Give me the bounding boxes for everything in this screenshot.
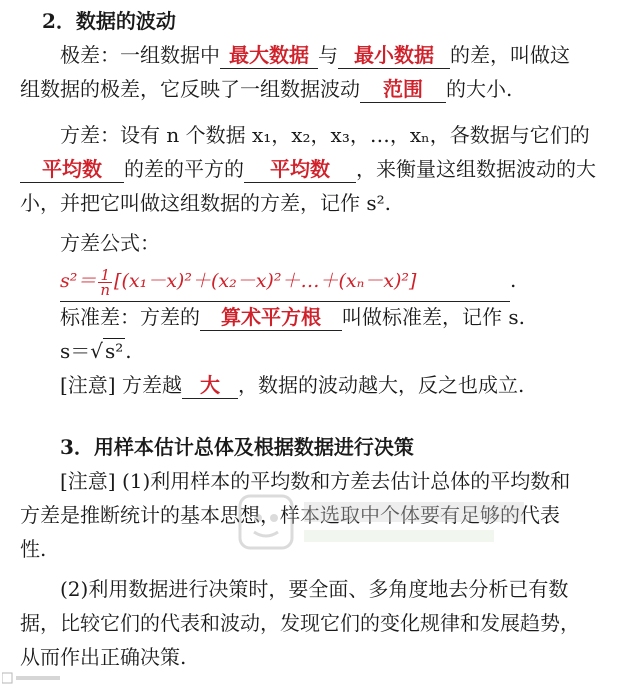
- range-line2-suffix: 的大小.: [446, 77, 513, 101]
- range-prefix: 极差：一组数据中: [60, 43, 220, 67]
- note1-line-3: 性.: [20, 537, 47, 561]
- note2-line-2: 据，比较它们的代表和波动，发现它们的变化规律和发展趋势，: [20, 611, 580, 635]
- variance-line-3: 小，并把它叫做这组数据的方差，记作 s².: [20, 191, 391, 215]
- range-line-2: [20, 72, 626, 106]
- note1-line-1: [注意] (1)利用样本的平均数和方差去估计总体的平均数和: [60, 469, 571, 493]
- fraction-numerator: 1: [98, 268, 112, 283]
- fraction-denominator: n: [100, 280, 111, 299]
- spacer: [20, 402, 626, 430]
- range-line-1: [20, 38, 626, 72]
- std-def-lhs: s＝: [60, 339, 91, 363]
- formula-fraction: [98, 265, 112, 299]
- note-suffix: ，数据的波动越大，反之也成立.: [237, 373, 525, 397]
- blank-max-data: 最大数据: [220, 42, 318, 69]
- variance-mid: 的差的平方的: [124, 157, 244, 181]
- spacer: [20, 106, 626, 118]
- std-prefix: 标准差：方差的: [60, 305, 200, 329]
- blank-large: 大: [182, 372, 238, 399]
- section2-title: 2．数据的波动: [42, 9, 176, 33]
- blank-mean-2: 平均数: [244, 156, 356, 183]
- variance-formula: [60, 261, 510, 302]
- corner-watermark-icon: [2, 671, 62, 685]
- std-def-end: .: [125, 339, 132, 363]
- variance-formula-line: [20, 260, 626, 300]
- formula-end: .: [510, 268, 517, 292]
- formula-label: 方差公式：: [60, 231, 160, 255]
- formula-rhs: [(x₁－x)²＋(x₂－x)²＋…＋(xₙ－x)²]: [114, 270, 417, 292]
- blank-range: 范围: [360, 76, 446, 103]
- std-line-1: [20, 300, 626, 334]
- sqrt-radicand: s²: [105, 339, 124, 363]
- blank-mean-1: 平均数: [20, 156, 124, 183]
- std-definition: [20, 334, 626, 368]
- section3-title: 3．用样本估计总体及根据数据进行决策: [60, 435, 414, 459]
- note2-line-1: (2)利用数据进行决策时，要全面、多角度地去分析已有数: [60, 577, 569, 601]
- note-prefix: [注意] 方差越: [60, 373, 182, 397]
- formula-lhs: s²＝: [60, 270, 97, 292]
- variance-suffix: ，来衡量这组数据波动的大: [356, 157, 596, 181]
- std-suffix: 叫做标准差，记作 s.: [342, 305, 525, 329]
- sqrt-symbol: √ s²: [90, 339, 124, 363]
- blank-square-root: 算术平方根: [200, 304, 342, 331]
- variance-line-1: 方差：设有 n 个数据 x₁，x₂，x₃，…，xₙ，各数据与它们的: [60, 123, 590, 147]
- range-mid: 与: [318, 43, 338, 67]
- note2-line-3: 从而作出正确决策.: [20, 645, 187, 669]
- range-line2-prefix: 组数据的极差，它反映了一组数据波动: [20, 77, 360, 101]
- note-line: [20, 368, 626, 402]
- variance-line-2: [20, 152, 626, 186]
- note1-line-2: 方差是推断统计的基本思想，样本选取中个体要有足够的代表: [20, 503, 560, 527]
- blank-min-data: 最小数据: [338, 42, 450, 69]
- range-suffix: 的差，叫做这: [450, 43, 570, 67]
